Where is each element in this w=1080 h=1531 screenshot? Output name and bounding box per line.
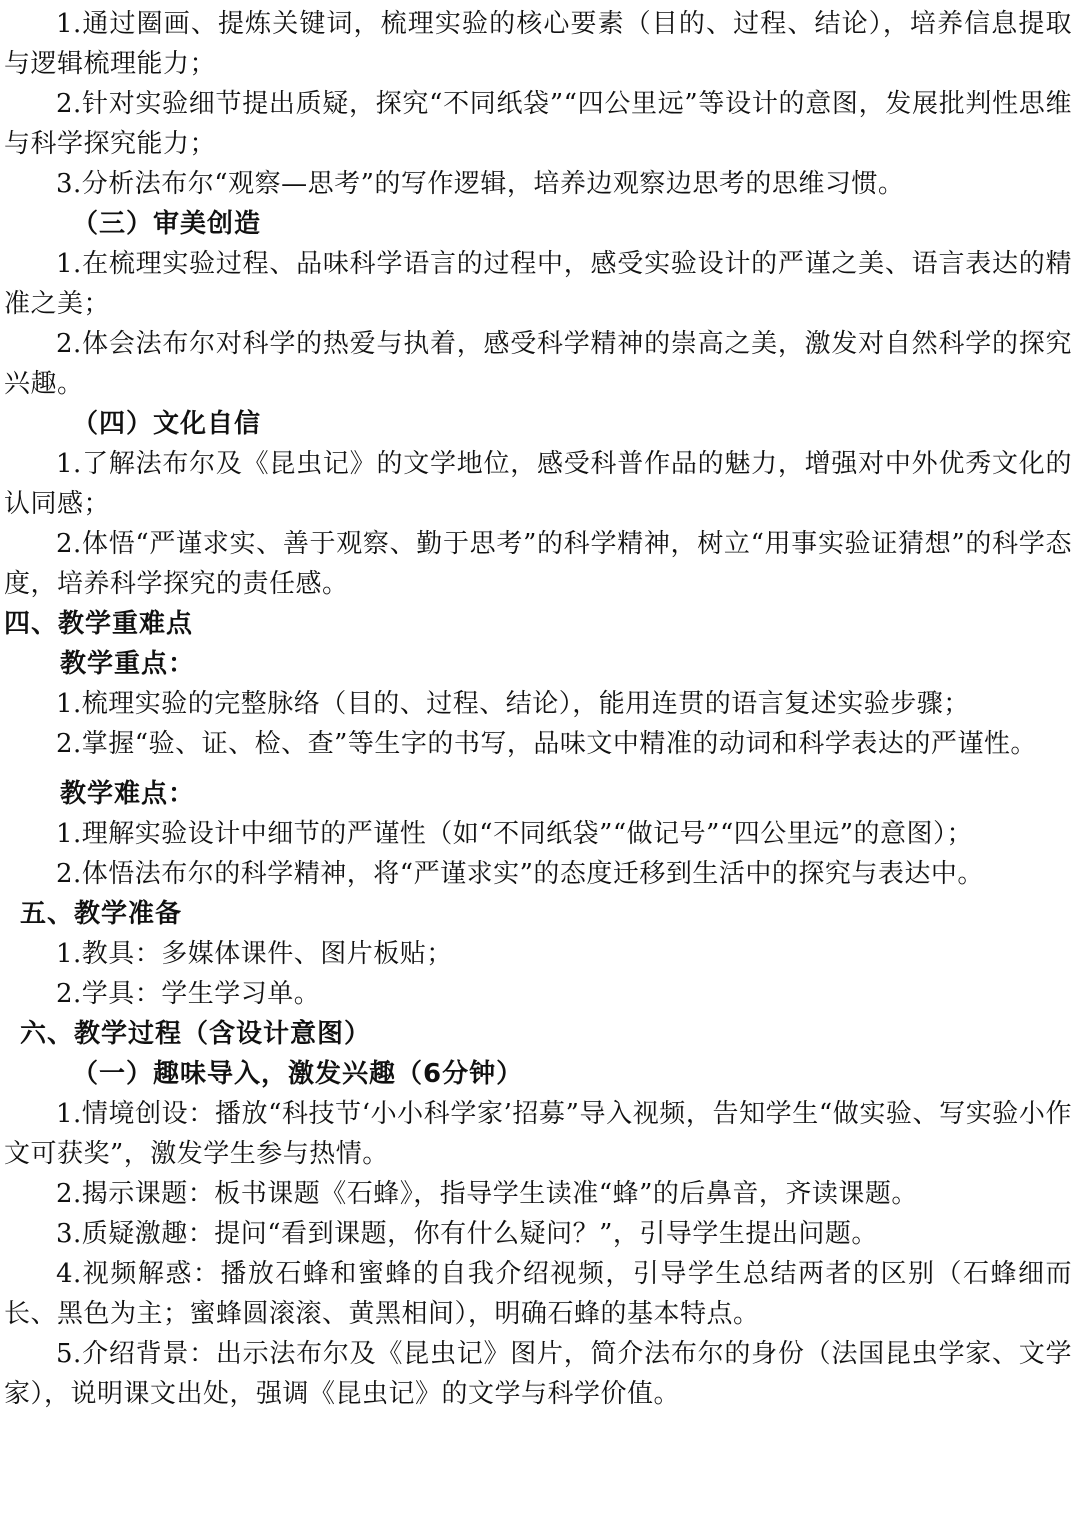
paragraph: 3.分析法布尔“观察—思考”的写作逻辑，培养边观察边思考的思维习惯。	[56, 169, 905, 199]
paragraph: 5.介绍背景：出示法布尔及《昆虫记》图片，简介法布尔的身份（法国昆虫学家、文学家），说明课文出处，强调《昆虫记》的文学与科学价值。	[4, 1339, 1072, 1409]
paragraph: 2.揭示课题：板书课题《石蜂》，指导学生读准“蜂”的后鼻音，齐读课题。	[56, 1179, 918, 1209]
paragraph: 2.体会法布尔对科学的热爱与执着，感受科学精神的崇高之美，激发对自然科学的探究兴趣。	[4, 329, 1072, 399]
paragraph: 1.情境创设：播放“科技节‘小小科学家’招募”导入视频，告知学生“做实验、写实验小作文可获奖”，激发学生参与热情。	[4, 1099, 1072, 1169]
section-heading: 五、教学准备	[20, 899, 183, 929]
paragraph: 2.掌握“验、证、检、查”等生字的书写，品味文中精准的动词和科学表达的严谨性。	[56, 729, 1037, 759]
paragraph: 3.质疑激趣：提问“看到课题，你有什么疑问？”，引导学生提出问题。	[56, 1219, 878, 1249]
paragraph: 1.梳理实验的完整脉络（目的、过程、结论），能用连贯的语言复述实验步骤；	[56, 689, 970, 719]
paragraph: 1.了解法布尔及《昆虫记》的文学地位，感受科普作品的魅力，增强对中外优秀文化的认同感；	[4, 449, 1072, 519]
paragraph: 2.体悟“严谨求实、善于观察、勤于思考”的科学精神，树立“用事实验证猜想”的科学态度，培养科学探究的责任感。	[4, 529, 1072, 599]
spacer	[4, 764, 1072, 774]
paragraph: 1.通过圈画、提炼关键词，梳理实验的核心要素（目的、过程、结论），培养信息提取与逻辑梳理能力；	[4, 9, 1072, 79]
subsection-heading: （四）文化自信	[72, 409, 262, 439]
paragraph: 4.视频解惑：播放石蜂和蜜蜂的自我介绍视频，引导学生总结两者的区别（石蜂细而长、黑色为主；蜜蜂圆滚滚、黄黑相间），明确石蜂的基本特点。	[4, 1259, 1072, 1329]
paragraph: 1.在梳理实验过程、品味科学语言的过程中，感受实验设计的严谨之美、语言表达的精准之美；	[4, 249, 1072, 319]
label-heading: 教学重点：	[60, 649, 196, 679]
paragraph: 2.体悟法布尔的科学精神，将“严谨求实”的态度迁移到生活中的探究与表达中。	[56, 859, 984, 889]
section-heading: 六、教学过程（含设计意图）	[20, 1019, 372, 1049]
label-heading: 教学难点：	[60, 779, 196, 809]
paragraph: 2.学具：学生学习单。	[56, 979, 321, 1009]
subsection-heading: （一）趣味导入，激发兴趣（6分钟）	[72, 1059, 524, 1089]
paragraph: 2.针对实验细节提出质疑，探究“不同纸袋”“四公里远”等设计的意图，发展批判性思维与科学探究能力；	[4, 89, 1072, 159]
paragraph: 1.理解实验设计中细节的严谨性（如“不同纸袋”“做记号”“四公里远”的意图）；	[56, 819, 974, 849]
document-page	[0, 4, 1080, 1531]
section-heading: 四、教学重难点	[4, 609, 194, 639]
subsection-heading: （三）审美创造	[72, 209, 262, 239]
paragraph: 1.教具：多媒体课件、图片板贴；	[56, 939, 453, 969]
